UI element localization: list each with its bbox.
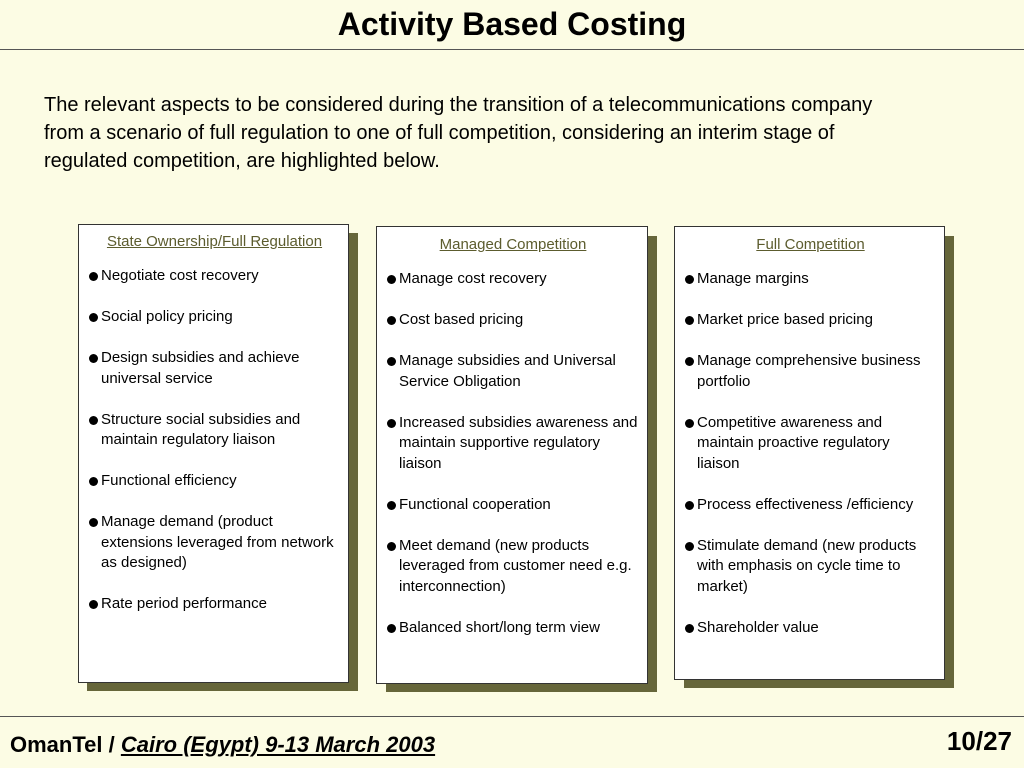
column-state-ownership <box>78 224 349 683</box>
bullet-icon <box>387 275 396 284</box>
intro-paragraph: The relevant aspects to be considered during the transition of a telecommunications company from a scenario of full regulation to one of full competition, considering an interim stage of regulated competition, are highlighted below. <box>44 94 873 172</box>
bullet-icon <box>89 313 98 322</box>
list-item: Stimulate demand (new products with emphasis on cycle time to market) <box>685 536 936 598</box>
footer-org: OmanTel / <box>10 732 115 757</box>
bullet-icon <box>685 542 694 551</box>
bullet-icon <box>685 419 694 428</box>
list-item: Social policy pricing <box>89 307 340 328</box>
list-item: Design subsidies and achieve universal service <box>89 348 340 389</box>
list-item: Manage subsidies and Universal Service Obligation <box>387 351 639 392</box>
bullet-icon <box>89 518 98 527</box>
bullet-icon <box>387 316 396 325</box>
bullet-icon <box>387 624 396 633</box>
title-divider <box>0 49 1024 50</box>
column-heading: State Ownership/Full Regulation <box>106 233 323 250</box>
bullet-icon <box>89 477 98 486</box>
list-item: Increased subsidies awareness and maintain supportive regulatory liaison <box>387 413 639 475</box>
slide-title: Activity Based Costing <box>337 6 687 42</box>
bullet-icon <box>89 416 98 425</box>
list-item: Manage demand (product extensions leveraged from network as designed) <box>89 512 340 574</box>
list-item: Cost based pricing <box>387 310 639 331</box>
list-item: Negotiate cost recovery <box>89 266 340 287</box>
list-item: Market price based pricing <box>685 310 936 331</box>
column-heading: Managed Competition <box>439 236 587 253</box>
bullet-icon <box>685 316 694 325</box>
page-number: 10/27 <box>946 726 1012 756</box>
list-item: Functional cooperation <box>387 495 639 516</box>
list-item: Functional efficiency <box>89 471 340 492</box>
bullet-icon <box>685 501 694 510</box>
bullet-icon <box>685 624 694 633</box>
list-item: Competitive awareness and maintain proactive regulatory liaison <box>685 413 936 475</box>
list-item: Balanced short/long term view <box>387 618 639 639</box>
footer-credit <box>10 732 435 758</box>
list-item: Manage comprehensive business portfolio <box>685 351 936 392</box>
bullet-icon <box>89 354 98 363</box>
footer-divider <box>0 716 1024 717</box>
column-managed-competition <box>376 226 648 684</box>
bullet-icon <box>685 275 694 284</box>
list-item: Manage margins <box>685 269 936 290</box>
bullet-icon <box>387 501 396 510</box>
bullet-icon <box>89 600 98 609</box>
footer-event: Cairo (Egypt) 9-13 March 2003 <box>120 732 436 757</box>
list-item: Shareholder value <box>685 618 936 639</box>
list-item: Meet demand (new products leveraged from customer need e.g. interconnection) <box>387 536 639 598</box>
bullet-icon <box>387 542 396 551</box>
bullet-icon <box>685 357 694 366</box>
column-heading: Full Competition <box>756 236 865 253</box>
list-item: Structure social subsidies and maintain regulatory liaison <box>89 410 340 451</box>
list-item: Rate period performance <box>89 594 340 615</box>
column-full-competition <box>674 226 945 680</box>
list-item: Process effectiveness /efficiency <box>685 495 936 516</box>
bullet-icon <box>387 357 396 366</box>
bullet-icon <box>89 272 98 281</box>
bullet-icon <box>387 419 396 428</box>
list-item: Manage cost recovery <box>387 269 639 290</box>
